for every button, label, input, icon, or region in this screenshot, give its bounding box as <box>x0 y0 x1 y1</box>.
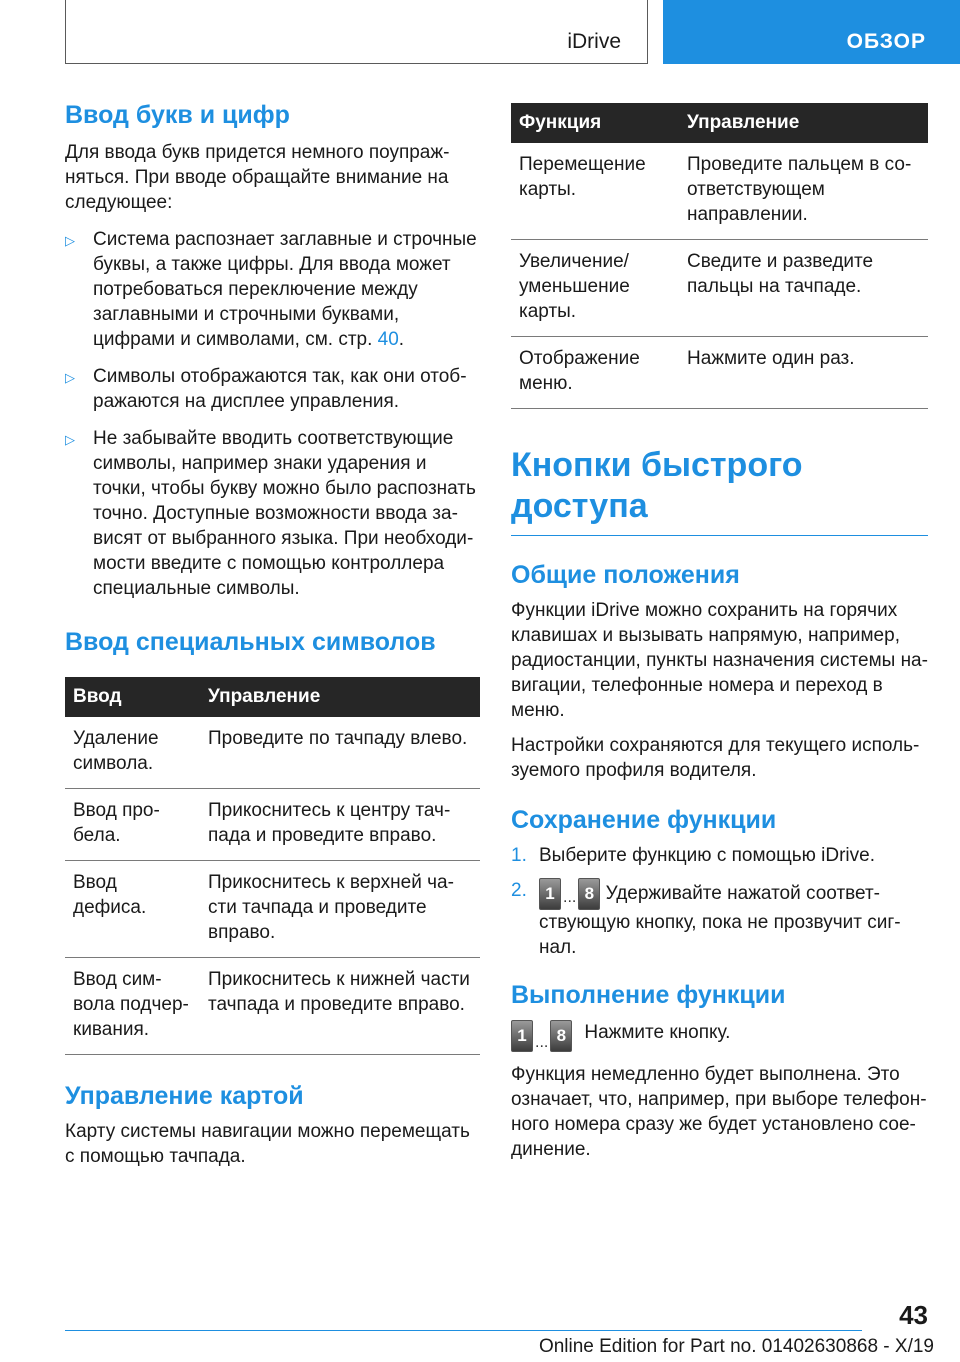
favorite-keys-icon: 1 ... 8 <box>511 1020 572 1052</box>
table-cell: Прикоснитесь к верхней части тачпада и проведите вправо. <box>200 861 480 958</box>
key-8-icon: 8 <box>550 1020 572 1052</box>
heading-execute-function: Выполнение функции <box>511 980 786 1009</box>
key-1-icon: 1 <box>539 878 561 910</box>
table-header-cell: Управление <box>679 103 928 143</box>
right-column <box>511 103 928 1162</box>
triangle-bullet-icon: ▷ <box>65 233 75 248</box>
table-cell: Отображение меню. <box>511 337 679 409</box>
table-cell: Проведите по тачпаду влево. <box>200 717 480 789</box>
table-cell: Перемещение карты. <box>511 143 679 240</box>
heading-save-function: Сохранение функции <box>511 805 777 834</box>
table-row <box>511 240 928 337</box>
table-header-row <box>65 677 480 717</box>
bullet-text: Не забывайте вводить соответствующие символы, например знаки ударения и точки, чтобы букву можно было распознать точно. Доступные возможности ввода зависят от выбранного языка. При необходимости введите с помощью контроллера специальные символы. <box>93 428 476 599</box>
table-cell: Прикоснитесь к центру тачпада и проведите вправо. <box>200 789 480 861</box>
page-link[interactable]: 40 <box>377 329 399 350</box>
header-section-title: iDrive <box>567 30 621 53</box>
step-text: Выберите функцию с помощью iDrive. <box>539 844 875 866</box>
step-item <box>511 843 928 868</box>
table-header-cell: Ввод <box>65 677 200 717</box>
special-symbols-table <box>65 677 480 1055</box>
heading-special-symbols: Ввод специальных символов <box>65 628 436 656</box>
para-execute: Функция немедленно будет выполнена. Это означает, что, например, при выборе телефонного номера сразу же будет установлено соединение. <box>511 1063 927 1160</box>
table-row <box>65 789 480 861</box>
left-column <box>65 100 480 1169</box>
step-item <box>511 878 928 960</box>
table-row <box>65 717 480 789</box>
triangle-bullet-icon: ▷ <box>65 432 75 447</box>
table-header-cell: Управление <box>200 677 480 717</box>
table-header-cell: Функция <box>511 103 679 143</box>
step-number: 1. <box>511 844 527 866</box>
table-row <box>65 861 480 958</box>
header-tab-label: ОБЗОР <box>846 30 926 53</box>
table-cell: Удаление символа. <box>65 717 200 789</box>
footer-edition: Online Edition for Part no. 01402630868 - X/19 <box>538 1336 934 1357</box>
para-general-1: Функции iDrive можно сохранить на горячих клавишах и вызывать напрямую, например, радиостанции, пункты назначения системы навигации, телефонные номера и переход в меню. <box>511 599 928 721</box>
table-header-row <box>511 103 928 143</box>
table-row <box>511 337 928 409</box>
table-cell: Проведите пальцем в соответствующем направлении. <box>679 143 928 240</box>
key-1-icon: 1 <box>511 1020 533 1052</box>
heading-quick-keys: Кнопки быстрого доступа <box>511 445 928 536</box>
table-row <box>65 958 480 1055</box>
footer-divider <box>65 1330 862 1331</box>
header-tab-overview[interactable] <box>663 0 960 64</box>
execute-row <box>511 1020 928 1052</box>
bullet-text: Символы отображаются так, как они отображаются на дисплее управления. <box>93 366 467 412</box>
table-row <box>511 143 928 240</box>
para-map: Карту системы навигации можно перемещать с помощью тачпада. <box>65 1121 470 1167</box>
bullet-item <box>65 364 480 414</box>
para-execute-key: Нажмите кнопку. <box>584 1021 731 1043</box>
heading-letters: Ввод букв и цифр <box>65 101 290 129</box>
table-cell: Ввод символа подчеркивания. <box>65 958 200 1055</box>
bullet-item <box>65 426 480 601</box>
heading-general: Общие положения <box>511 560 740 589</box>
bullet-item: ▷ Система распознает заглавные и строчные буквы, а также цифры. Для ввода может потребоваться переключение между заглавными и строчными буквами, цифрами и символами, см. стр. 40. <box>65 229 477 350</box>
favorite-keys-icon: 1 ... 8 <box>539 878 600 910</box>
para-letters: Для ввода букв придется немного поупражняться. При вводе обращайте внимание на следующее: <box>65 142 450 213</box>
key-8-icon: 8 <box>578 878 600 910</box>
table-cell: Увеличение/ уменьшение карты. <box>511 240 679 337</box>
page-number: 43 <box>899 1300 928 1330</box>
table-cell: Сведите и разведите пальцы на тачпаде. <box>679 240 928 337</box>
table-cell: Ввод дефиса. <box>65 861 200 958</box>
map-control-table <box>511 103 928 409</box>
step-number: 2. <box>511 879 527 901</box>
triangle-bullet-icon: ▷ <box>65 370 75 385</box>
para-general-2: Настройки сохраняются для текущего используемого профиля водителя. <box>511 734 920 781</box>
header-box <box>65 0 648 64</box>
table-cell: Прикоснитесь к нижней части тачпада и проведите вправо. <box>200 958 480 1055</box>
table-cell: Ввод пробела. <box>65 789 200 861</box>
bullet-text: Система распознает заглавные и строчные буквы, а также цифры. Для ввода может потребоваться переключение между заглавными и строчными буквами, цифрами и символами, см. стр. <box>93 229 477 350</box>
heading-map-control: Управление картой <box>65 1082 304 1110</box>
step-text: Удерживайте нажатой соответствующую кнопку, пока не прозвучит сигнал. <box>539 882 901 958</box>
table-cell: Нажмите один раз. <box>679 337 928 409</box>
